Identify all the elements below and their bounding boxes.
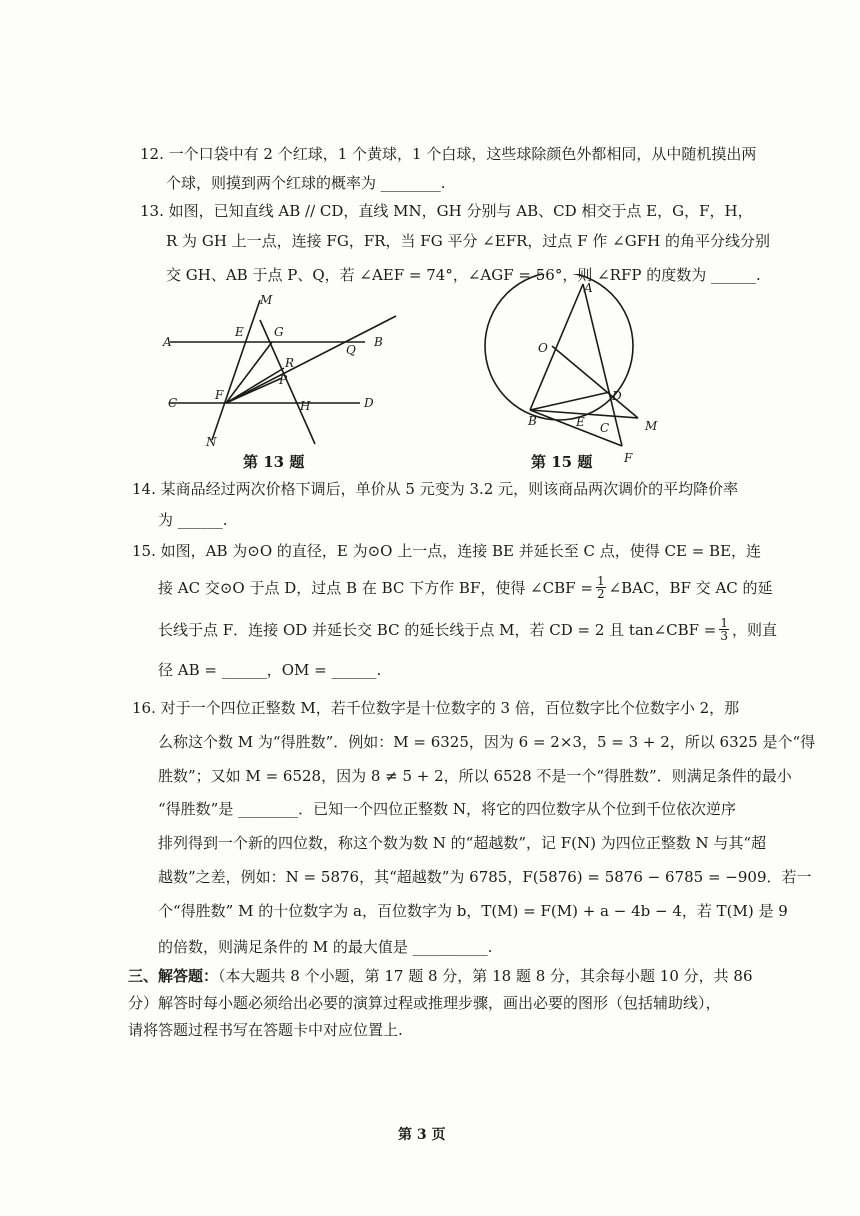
q15-line3-end: ，则直	[732, 620, 778, 639]
label-q: Q	[346, 343, 356, 357]
label-f: F	[215, 388, 224, 402]
q15-line2	[158, 575, 773, 600]
q13-line2: R 为 GH 上一点，连接 FG，FR，当 FG 平分 ∠EFR，过点 F 作 ∠GFH 的角平分线分别	[166, 232, 770, 250]
label-p: P	[279, 373, 288, 387]
fraction-half-numerator: 1	[596, 574, 605, 588]
q12-line2: 个球，则摸到两个红球的概率为 ________.	[166, 174, 446, 192]
segment-om	[552, 346, 638, 418]
q13-line3: 交 GH、AB 于点 P、Q，若 ∠AEF = 74°，∠AGF = 56°，则 ∠RFP 的度数为 ______.	[166, 266, 761, 284]
fraction-third-numerator: 1	[720, 616, 729, 630]
label-c: C	[168, 396, 178, 410]
figure-15-caption: 第 15 题	[531, 453, 593, 471]
q16-line8: 的倍数，则满足条件的 M 的最大值是 __________.	[158, 938, 493, 956]
q15-line2-end: ∠BAC，BF 交 AC 的延	[608, 578, 773, 597]
q14-line1: 14. 某商品经过两次价格下调后，单价从 5 元变为 3.2 元，则该商品两次调价的平均降价率	[132, 480, 739, 498]
q15-line4: 径 AB = ______，OM = ______.	[158, 661, 382, 679]
q16-line6: 越数”之差，例如：N = 5876，其“超越数”为 6785，F(5876) = 5876 − 6785 = −909．若一	[158, 868, 812, 886]
label-e15: E	[576, 415, 585, 429]
q14-line2: 为 ______.	[158, 511, 228, 529]
label-e: E	[235, 325, 244, 339]
q16-line2: 么称这个数 M 为“得胜数”．例如：M = 6325，因为 6 = 2×3，5 = 3 + 2，所以 6325 是个“得	[158, 733, 816, 751]
fraction-one-third	[719, 617, 729, 642]
line-mn	[212, 300, 260, 440]
label-a15: A	[584, 281, 593, 295]
label-n: N	[206, 435, 217, 449]
label-h: H	[300, 399, 311, 413]
label-d: D	[364, 396, 374, 410]
segment-bd	[530, 392, 610, 410]
figure-13-diagram	[160, 292, 410, 452]
q12-line1: 12. 一个口袋中有 2 个红球，1 个黄球，1 个白球，这些球除颜色外都相同，从中随机摸出两	[140, 145, 757, 163]
label-b: B	[374, 335, 383, 349]
label-o15: O	[538, 341, 548, 355]
segment-fp	[226, 378, 282, 403]
label-f15: F	[624, 451, 633, 464]
section3-heading: 三、解答题：	[128, 967, 219, 985]
fraction-third-denominator: 3	[720, 629, 729, 643]
q16-line1: 16. 对于一个四位正整数 M，若千位数字是十位数字的 3 倍，百位数字比个位数字小 2，那	[132, 699, 740, 717]
label-m15: M	[645, 419, 658, 433]
label-a: A	[163, 335, 172, 349]
q15-line3-start: 长线于点 F．连接 OD 并延长交 BC 的延长线于点 M，若 CD = 2 且 tan∠CBF =	[158, 620, 717, 639]
q15-line3	[158, 617, 777, 642]
q15-line2-start: 接 AC 交⊙O 于点 D，过点 B 在 BC 下方作 BF，使得 ∠CBF =	[158, 578, 593, 597]
q16-line5: 排列得到一个新的四位数，称这个数为数 N 的“超越数”，记 F(N) 为四位正整数 N 与其“超	[158, 834, 767, 852]
section3-line1-text: （本大题共 8 个小题，第 17 题 8 分，第 18 题 8 分，其余每小题 10 分，共 86	[218, 967, 753, 985]
fraction-one-half	[596, 575, 606, 600]
section3-line2: 分）解答时每小题必须给出必要的演算过程或推理步骤，画出必要的图形（包括辅助线），	[128, 994, 721, 1012]
figure-13-caption: 第 13 题	[243, 453, 305, 471]
q16-line7: 个“得胜数” M 的十位数字为 a，百位数字为 b，T(M) = F(M) + a − 4b − 4，若 T(M) 是 9	[158, 902, 788, 920]
q13-line1: 13. 如图，已知直线 AB // CD，直线 MN，GH 分别与 AB、CD 相交于点 E，G，F，H，	[140, 202, 753, 220]
q16-line3: 胜数”；又如 M = 6528，因为 8 ≠ 5 + 2，所以 6528 不是一个“得胜数”．则满足条件的最小	[158, 767, 792, 785]
page-number: 第 3 页	[398, 1127, 446, 1143]
section3-line1	[128, 965, 752, 987]
label-r: R	[285, 356, 295, 370]
q16-line4: “得胜数”是 ________．已知一个四位正整数 N，将它的四位数字从个位到千位依次逆序	[158, 800, 737, 818]
label-c15: C	[600, 421, 610, 435]
fraction-half-denominator: 2	[596, 587, 605, 601]
label-m: M	[260, 293, 273, 307]
line-fq	[226, 316, 396, 403]
q15-line1: 15. 如图，AB 为⊙O 的直径，E 为⊙O 上一点，连接 BE 并延长至 C 点，使得 CE = BE，连	[132, 542, 762, 560]
section3-line3: 请将答题过程书写在答题卡中对应位置上.	[128, 1021, 403, 1039]
figure-15-diagram	[470, 274, 670, 464]
label-b15: B	[528, 414, 537, 428]
segment-fg	[226, 342, 272, 403]
label-g: G	[274, 325, 284, 339]
label-d15: D	[612, 389, 622, 403]
